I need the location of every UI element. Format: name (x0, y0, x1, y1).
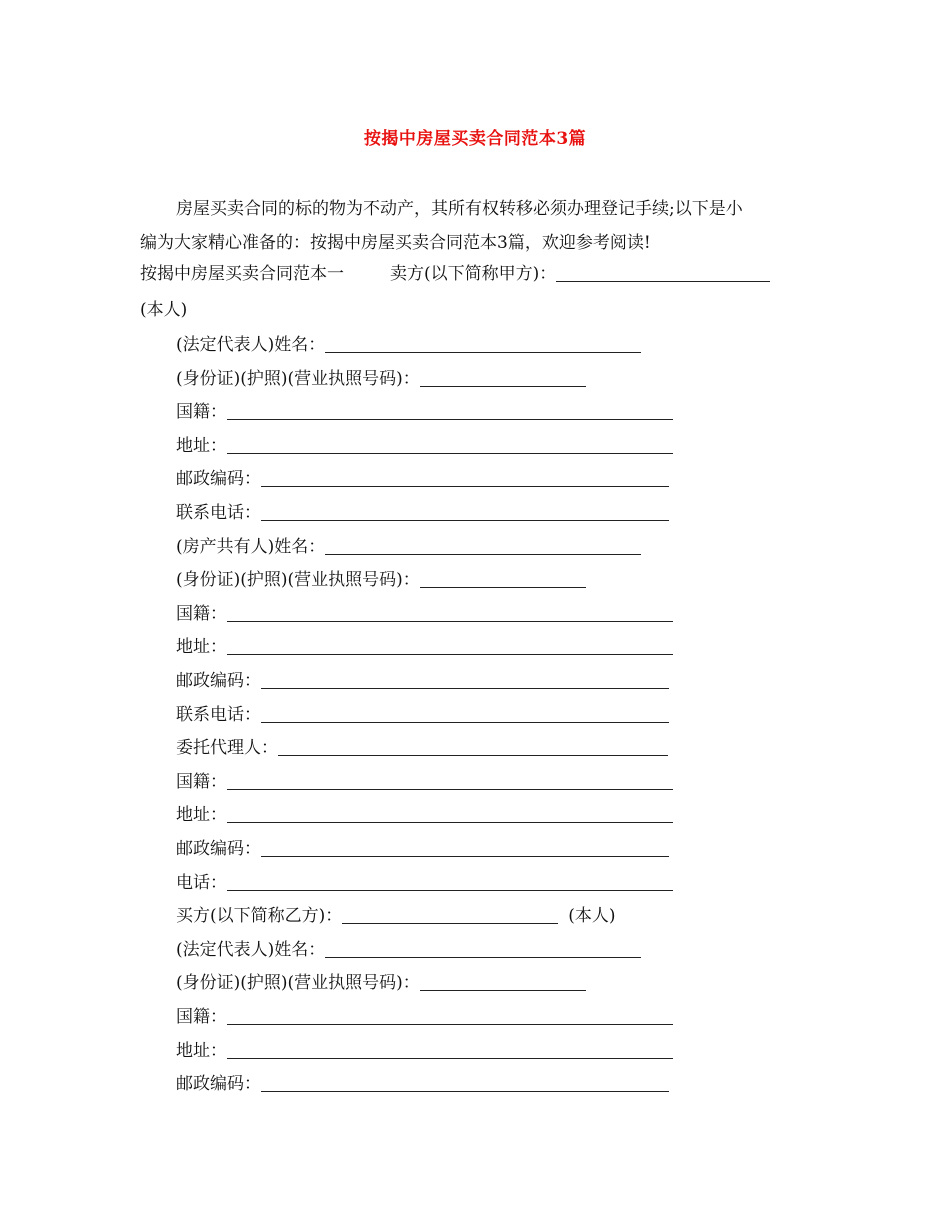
form-field-line[interactable] (227, 890, 673, 891)
form-row (176, 1072, 669, 1096)
seller-name-field[interactable] (556, 281, 770, 282)
seller-label: 卖方(以下简称甲方)： (390, 264, 557, 284)
form-row (176, 467, 669, 491)
field-label: 委托代理人： (176, 738, 278, 758)
field-label: 邮政编码： (176, 671, 261, 691)
seller-suffix: (本人) (140, 300, 188, 320)
intro-line-1: 房屋买卖合同的标的物为不动产，其所有权转移必须办理登记手续;以下是小 (176, 199, 743, 219)
field-label: 国籍： (176, 772, 227, 792)
form-row (176, 837, 669, 861)
form-row (176, 568, 586, 592)
form-row (176, 1005, 673, 1029)
field-label: 联系电话： (176, 705, 261, 725)
form-row (176, 736, 668, 760)
field-label: 邮政编码： (176, 839, 261, 859)
form-field-line[interactable] (261, 520, 669, 521)
form-row (176, 501, 669, 525)
form-row (176, 871, 673, 895)
form-row (176, 635, 673, 659)
buyer-suffix: (本人) (568, 906, 616, 926)
field-label: 联系电话： (176, 503, 261, 523)
form-field-line[interactable] (325, 352, 641, 353)
form-row (176, 535, 641, 559)
seller-suffix-row (140, 298, 187, 322)
field-label: 国籍： (176, 1007, 227, 1027)
field-label: 邮政编码： (176, 469, 261, 489)
field-label: (身份证)(护照)(营业执照号码)： (176, 570, 420, 590)
form-field-line[interactable] (227, 822, 673, 823)
form-field-line[interactable] (278, 755, 668, 756)
field-label: (房产共有人)姓名： (176, 537, 326, 557)
field-label: 地址： (176, 805, 227, 825)
buyer-name-field[interactable] (342, 923, 558, 924)
form-field-line[interactable] (227, 419, 673, 420)
form-row (176, 1039, 673, 1063)
field-label: 国籍： (176, 604, 227, 624)
form-field-line[interactable] (261, 856, 669, 857)
field-label: 邮政编码： (176, 1074, 261, 1094)
form-field-line[interactable] (325, 554, 641, 555)
form-field-line[interactable] (227, 654, 673, 655)
field-label: 地址： (176, 1041, 227, 1061)
form-field-line[interactable] (261, 486, 669, 487)
form-row (176, 938, 641, 962)
field-label: 地址： (176, 637, 227, 657)
form-field-line[interactable] (227, 453, 673, 454)
field-label: (身份证)(护照)(营业执照号码)： (176, 973, 420, 993)
form-field-line[interactable] (261, 722, 669, 723)
field-label: (法定代表人)姓名： (176, 940, 326, 960)
form-row (176, 971, 586, 995)
form-field-line[interactable] (261, 688, 669, 689)
form-field-line[interactable] (420, 386, 586, 387)
section-heading: 按揭中房屋买卖合同范本一 (140, 264, 344, 284)
buyer-label: 买方(以下简称乙方)： (176, 906, 343, 926)
seller-heading-row (140, 262, 770, 286)
buyer-heading-row (176, 904, 616, 928)
form-field-line[interactable] (227, 1024, 673, 1025)
intro-paragraph (140, 192, 816, 260)
form-row (176, 367, 586, 391)
intro-line-2: 编为大家精心准备的：按揭中房屋买卖合同范本3篇，欢迎参考阅读! (140, 233, 651, 253)
form-row (176, 333, 641, 357)
document-title: 按揭中房屋买卖合同范本3篇 (363, 129, 587, 149)
form-row (176, 669, 669, 693)
field-label: 国籍： (176, 402, 227, 422)
form-field-line[interactable] (420, 990, 586, 991)
form-field-line[interactable] (227, 1058, 673, 1059)
form-field-line[interactable] (227, 789, 673, 790)
form-row (176, 703, 669, 727)
form-row (176, 434, 673, 458)
form-row (176, 770, 673, 794)
form-field-line[interactable] (261, 1091, 669, 1092)
form-field-line[interactable] (325, 957, 641, 958)
field-label: 地址： (176, 436, 227, 456)
form-field-line[interactable] (227, 621, 673, 622)
field-label: 电话： (176, 873, 227, 893)
form-row (176, 803, 673, 827)
field-label: (法定代表人)姓名： (176, 335, 326, 355)
field-label: (身份证)(护照)(营业执照号码)： (176, 369, 420, 389)
form-row (176, 602, 673, 626)
form-row (176, 400, 673, 424)
form-field-line[interactable] (420, 587, 586, 588)
